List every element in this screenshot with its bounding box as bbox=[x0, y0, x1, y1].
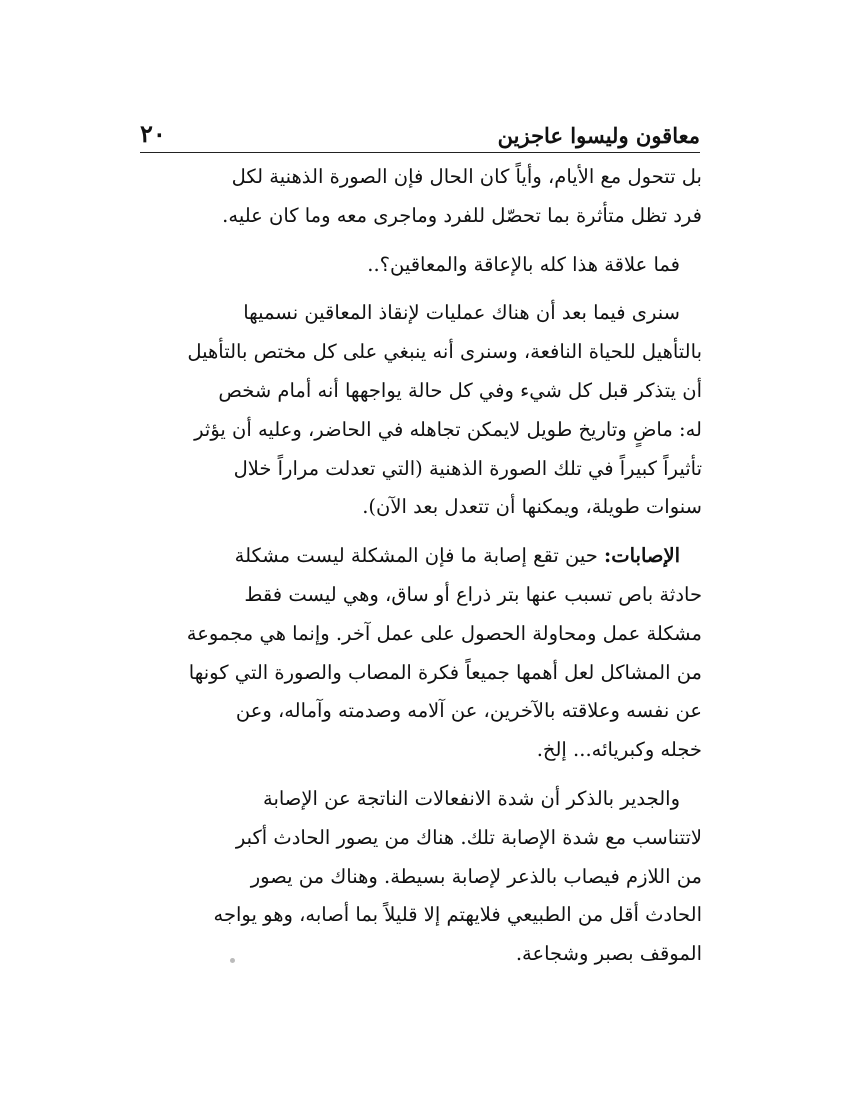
text-line: والجدير بالذكر أن شدة الانفعالات الناتجة عن الإصابة bbox=[262, 786, 680, 810]
scan-speck bbox=[230, 958, 235, 963]
text-line: بل تتحول مع الأيام، وأياً كان الحال فإن الصورة الذهنية لكل bbox=[231, 165, 702, 188]
text-line: عن نفسه وعلاقته بالآخرين، عن آلامه وصدمته وآماله، وعن bbox=[235, 699, 702, 723]
text-line: الموقف بصبر وشجاعة. bbox=[515, 942, 702, 966]
text-line: فرد تظل متأثرة بما تحصّل للفرد وماجرى معه وما كان عليه. bbox=[222, 203, 702, 227]
text-line: سنرى فيما بعد أن هناك عمليات لإنقاذ المعاقين نسميها bbox=[243, 301, 680, 325]
text-line bbox=[150, 537, 702, 576]
text-line: لاتتناسب مع شدة الإصابة تلك. هناك من يصور الحادث أكبر bbox=[235, 825, 702, 849]
page-number: ٢٠ bbox=[140, 119, 166, 148]
paragraph bbox=[150, 246, 702, 285]
page-header bbox=[140, 112, 700, 148]
section-term: الإصابات: bbox=[604, 544, 680, 568]
text-line: خجله وكبريائه... إلخ. bbox=[536, 738, 702, 762]
paragraph bbox=[150, 294, 702, 527]
body-text bbox=[150, 158, 702, 974]
paragraph bbox=[150, 537, 702, 770]
text-line: من المشاكل لعل أهمها جميعاً فكرة المصاب والصورة التي كونها bbox=[188, 660, 702, 684]
text-line: فما علاقة هذا كله بالإعاقة والمعاقين؟.. bbox=[367, 252, 680, 276]
text-line: الحادث أقل من الطبيعي فلايهتم إلا قليلاً بما أصابه، وهو يواجه bbox=[213, 903, 702, 927]
paragraph bbox=[150, 158, 702, 236]
header-rule bbox=[140, 152, 700, 153]
text-run: حين تقع إصابة ما فإن المشكلة ليست مشكلة bbox=[234, 544, 598, 568]
text-line: له: ماضٍ وتاريخ طويل لايمكن تجاهله في الحاضر، وعليه أن يؤثر bbox=[194, 417, 702, 441]
text-line: من اللازم فيصاب بالذعر لإصابة بسيطة. وهناك من يصور bbox=[250, 864, 702, 888]
text-line: حادثة باص تسبب عنها بتر ذراع أو ساق، وهي ليست فقط bbox=[244, 582, 702, 606]
text-line: بالتأهيل للحياة النافعة، وسنرى أنه ينبغي على كل مختص بالتأهيل bbox=[187, 340, 702, 364]
paragraph bbox=[150, 780, 702, 974]
running-title: معاقون وليسوا عاجزين bbox=[497, 123, 700, 148]
text-line: أن يتذكر قبل كل شيء وفي كل حالة يواجهها أنه أمام شخص bbox=[218, 378, 702, 402]
text-line: سنوات طويلة، ويمكنها أن تتعدل بعد الآن). bbox=[362, 495, 702, 519]
text-line: تأثيراً كبيراً في تلك الصورة الذهنية (التي تعدلت مراراً خلال bbox=[233, 456, 702, 480]
text-line: مشكلة عمل ومحاولة الحصول على عمل آخر. وإنما هي مجموعة bbox=[186, 621, 702, 645]
